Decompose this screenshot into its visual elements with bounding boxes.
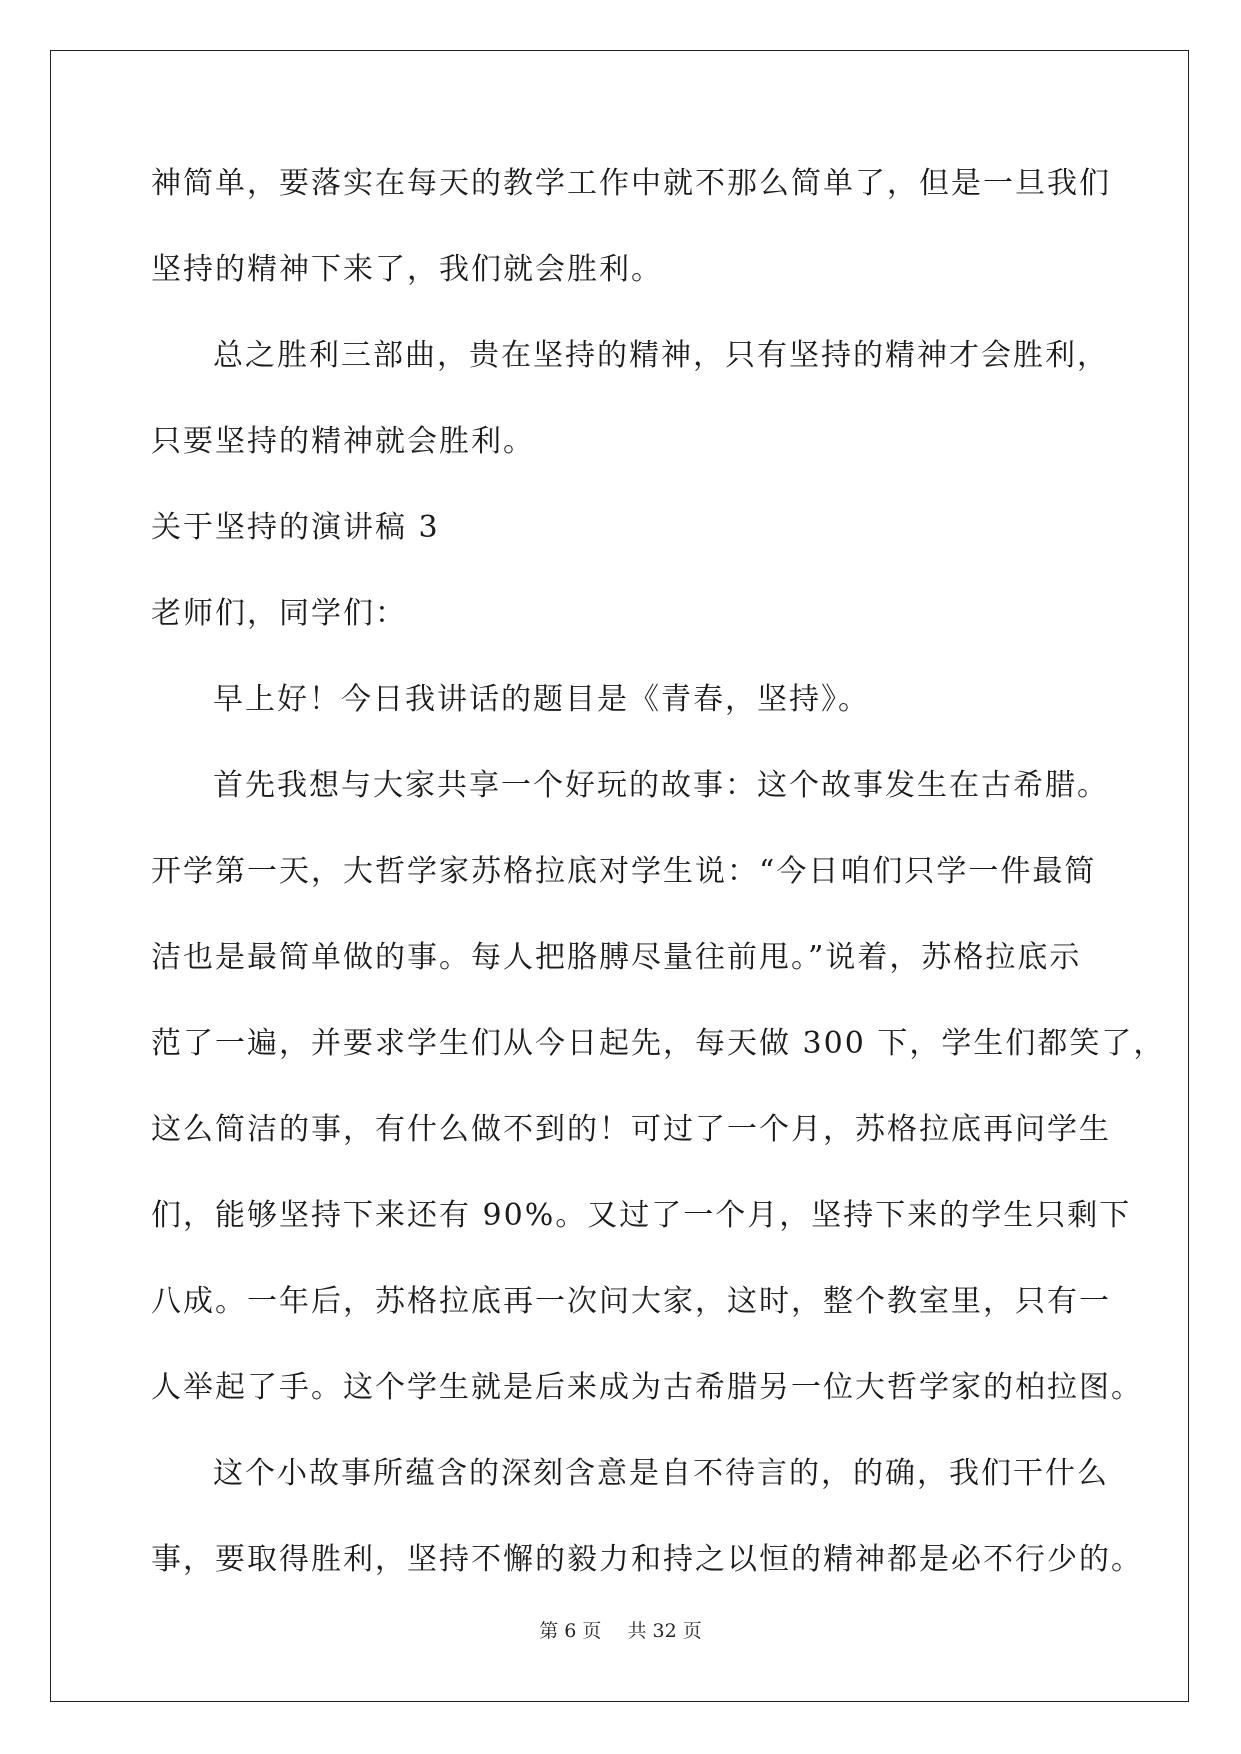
paragraph-line: 这个小故事所蕴含的深刻含意是自不待言的，的确，我们干什么 bbox=[213, 1456, 1109, 1491]
text-line: 们，能够坚持下来还有 90%。又过了一个月，坚持下来的学生只剩下 bbox=[151, 1198, 1132, 1233]
text-line: 事，要取得胜利，坚持不懈的毅力和持之以恒的精神都是必不行少的。 bbox=[151, 1542, 1143, 1577]
paragraph-line: 首先我想与大家共享一个好玩的故事：这个故事发生在古希腊。 bbox=[213, 768, 1109, 803]
text-line: 坚持的精神下来了，我们就会胜利。 bbox=[151, 252, 663, 287]
page-footer bbox=[0, 1616, 1241, 1643]
text-line: 人举起了手。这个学生就是后来成为古希腊另一位大哲学家的柏拉图。 bbox=[151, 1370, 1143, 1405]
page-number: 第 6 页 bbox=[539, 1620, 602, 1642]
text-line: 只要坚持的精神就会胜利。 bbox=[151, 424, 535, 459]
text-line: 八成。一年后，苏格拉底再一次问大家，这时，整个教室里，只有一 bbox=[151, 1284, 1111, 1319]
salutation: 老师们，同学们： bbox=[151, 596, 407, 631]
paragraph-line: 总之胜利三部曲，贵在坚持的精神，只有坚持的精神才会胜利， bbox=[213, 338, 1109, 373]
section-heading: 关于坚持的演讲稿 3 bbox=[151, 510, 440, 545]
paragraph-line: 早上好！今日我讲话的题目是《青春，坚持》。 bbox=[213, 682, 870, 717]
document-body bbox=[151, 160, 1166, 1622]
text-line: 洁也是最简单做的事。每人把胳膊尽量往前甩。”说着，苏格拉底示 bbox=[151, 940, 1082, 975]
page-total: 共 32 页 bbox=[627, 1620, 702, 1642]
text-line: 范了一遍，并要求学生们从今日起先，每天做 300 下，学生们都笑了， bbox=[151, 1026, 1166, 1061]
text-line: 神简单，要落实在每天的教学工作中就不那么简单了，但是一旦我们 bbox=[151, 166, 1111, 201]
text-line: 开学第一天，大哲学家苏格拉底对学生说：“今日咱们只学一件最简 bbox=[151, 854, 1097, 889]
text-line: 这么简洁的事，有什么做不到的！可过了一个月，苏格拉底再问学生 bbox=[151, 1112, 1111, 1147]
